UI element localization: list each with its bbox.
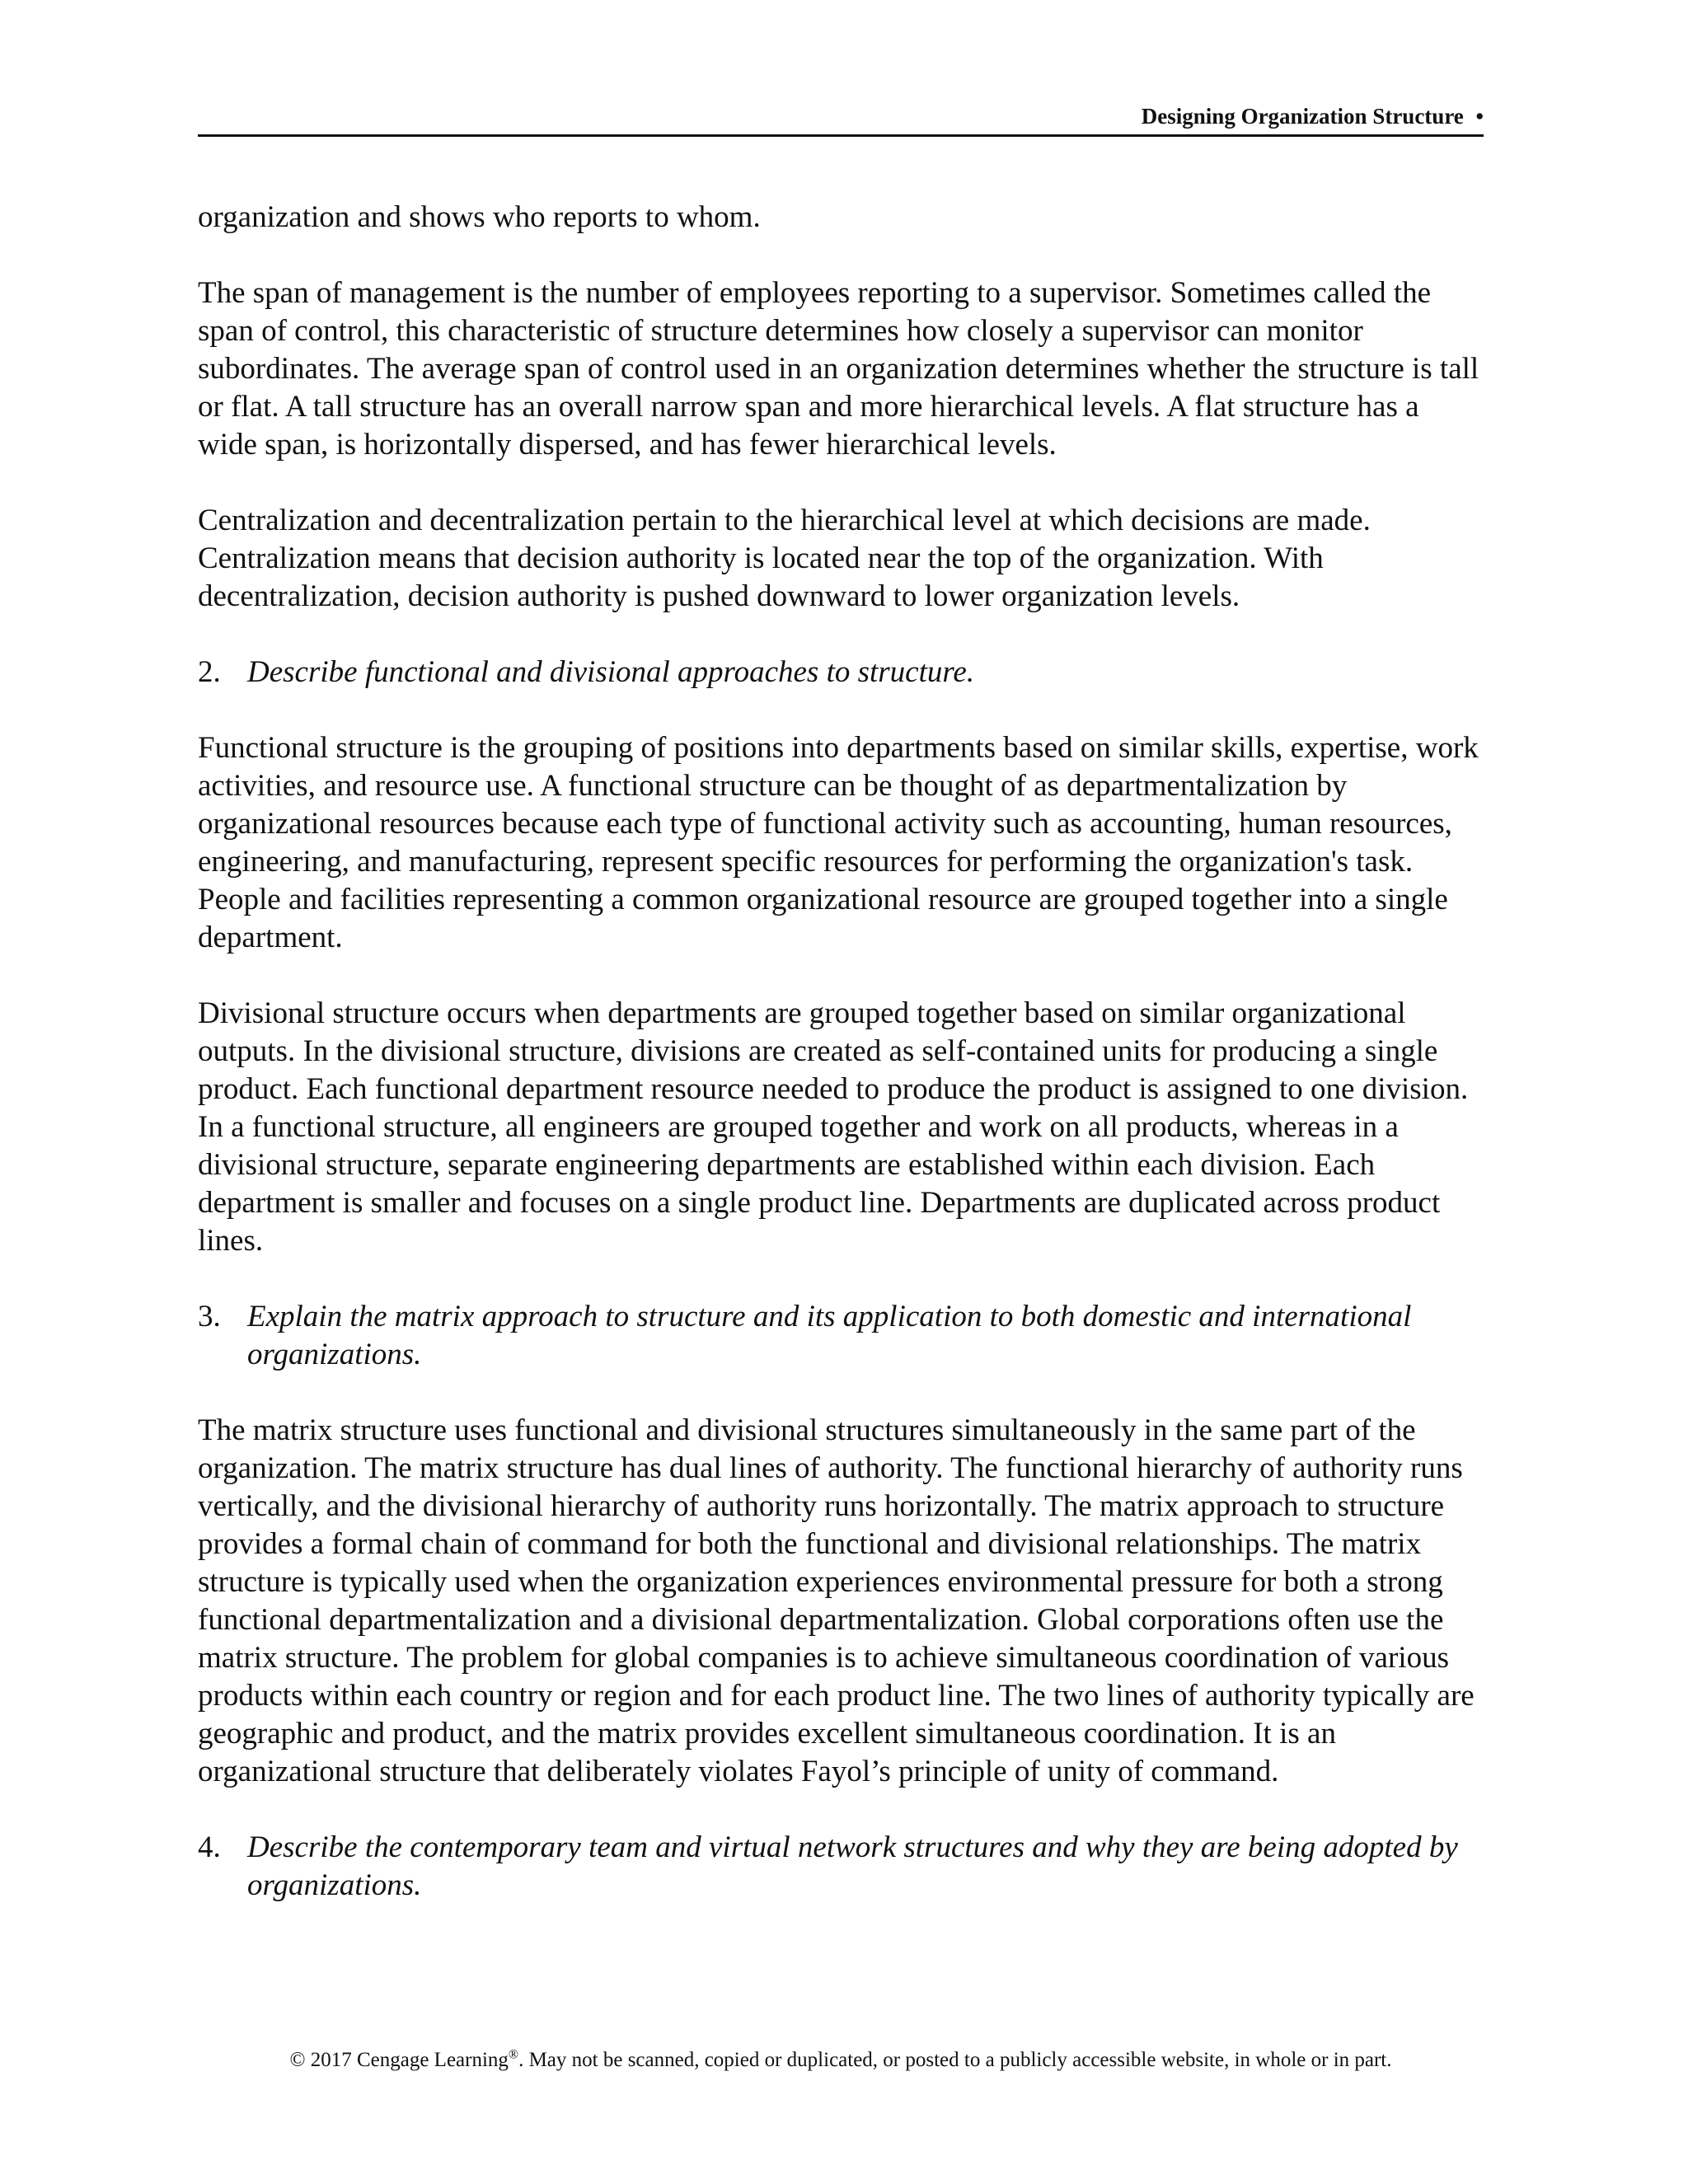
registered-mark: ® <box>508 2047 519 2062</box>
page-content <box>198 199 1484 1943</box>
header-rule <box>198 134 1484 137</box>
copyright-footer <box>198 2046 1484 2075</box>
paragraph-functional-structure: Functional structure is the grouping of positions into departments based on similar skills, expertise, work activities, and resource use. A functional structure can be thought of as departmentalization by organizational resources because each type of functional activity such as accounting, human resources, engineering, and manufacturing, represent specific resources for performing the organization's task. People and facilities representing a common organizational resource are grouped together into a single department. <box>198 731 1479 954</box>
objective-text: Describe the contemporary team and virtual network structures and why they are being adopted by organizations. <box>247 1830 1458 1902</box>
paragraph-divisional-structure: Divisional structure occurs when departments are grouped together based on similar organizational outputs. In the divisional structure, divisions are created as self-contained units for producing a single product. Each functional department resource needed to produce the product is assigned to one division. In a functional structure, all engineers are grouped together and work on all products, whereas in a divisional structure, separate engineering departments are established within each division. Each department is smaller and focuses on a single product line. Departments are duplicated across product lines. <box>198 996 1469 1258</box>
paragraph-span-of-management: The span of management is the number of employees reporting to a supervisor. Sometimes called the span of control, this characteristic of structure determines how closely a supervisor can monitor subordinates. The average span of control used in an organization determines whether the structure is tall or flat. A tall structure has an overall narrow span and more hierarchical levels. A flat structure has a wide span, is horizontally dispersed, and has fewer hierarchical levels. <box>198 276 1479 462</box>
running-header-title: Designing Organization Structure <box>1141 104 1464 129</box>
paragraph-matrix-structure: The matrix structure uses functional and divisional structures simultaneously in the same part of the organization. The matrix structure has dual lines of authority. The functional hierarchy of authority runs vertically, and the divisional hierarchy of authority runs horizontally. The matrix approach to structure provides a formal chain of command for both the functional and divisional relationships. The matrix structure is typically used when the organization experiences environmental pressure for both a strong functional departmentalization and a divisional departmentalization. Global corporations often use the matrix structure. The problem for global companies is to achieve simultaneous coordination of various products within each country or region and for each product line. The two lines of authority typically are geographic and product, and the matrix provides excellent simultaneous coordination. It is an organizational structure that deliberately violates Fayol’s principle of unity of command. <box>198 1413 1475 1788</box>
objective-number: 3. <box>198 1300 221 1333</box>
paragraph-centralization: Centralization and decentralization pertain to the hierarchical level at which decisions are made. Centralization means that decision authority is located near the top of the organization. With decentralization, decision authority is pushed downward to lower organization levels. <box>198 504 1371 613</box>
learning-objective-2 <box>198 654 1484 691</box>
objective-number: 4. <box>198 1830 221 1864</box>
footer-suffix: . May not be scanned, copied or duplicated, or posted to a publicly accessible website, in whole or in part. <box>518 2049 1392 2071</box>
objective-text: Explain the matrix approach to structure and its application to both domestic and international organizations. <box>247 1300 1412 1371</box>
learning-objective-3 <box>198 1298 1484 1374</box>
learning-objective-4 <box>198 1829 1484 1905</box>
objective-text: Describe functional and divisional approaches to structure. <box>247 655 975 689</box>
objective-number: 2. <box>198 655 221 689</box>
paragraph-continuation: organization and shows who reports to whom. <box>198 200 761 234</box>
running-header <box>198 97 1484 135</box>
footer-prefix: © 2017 Cengage Learning <box>289 2049 509 2071</box>
running-header-bullet: • <box>1475 104 1484 129</box>
